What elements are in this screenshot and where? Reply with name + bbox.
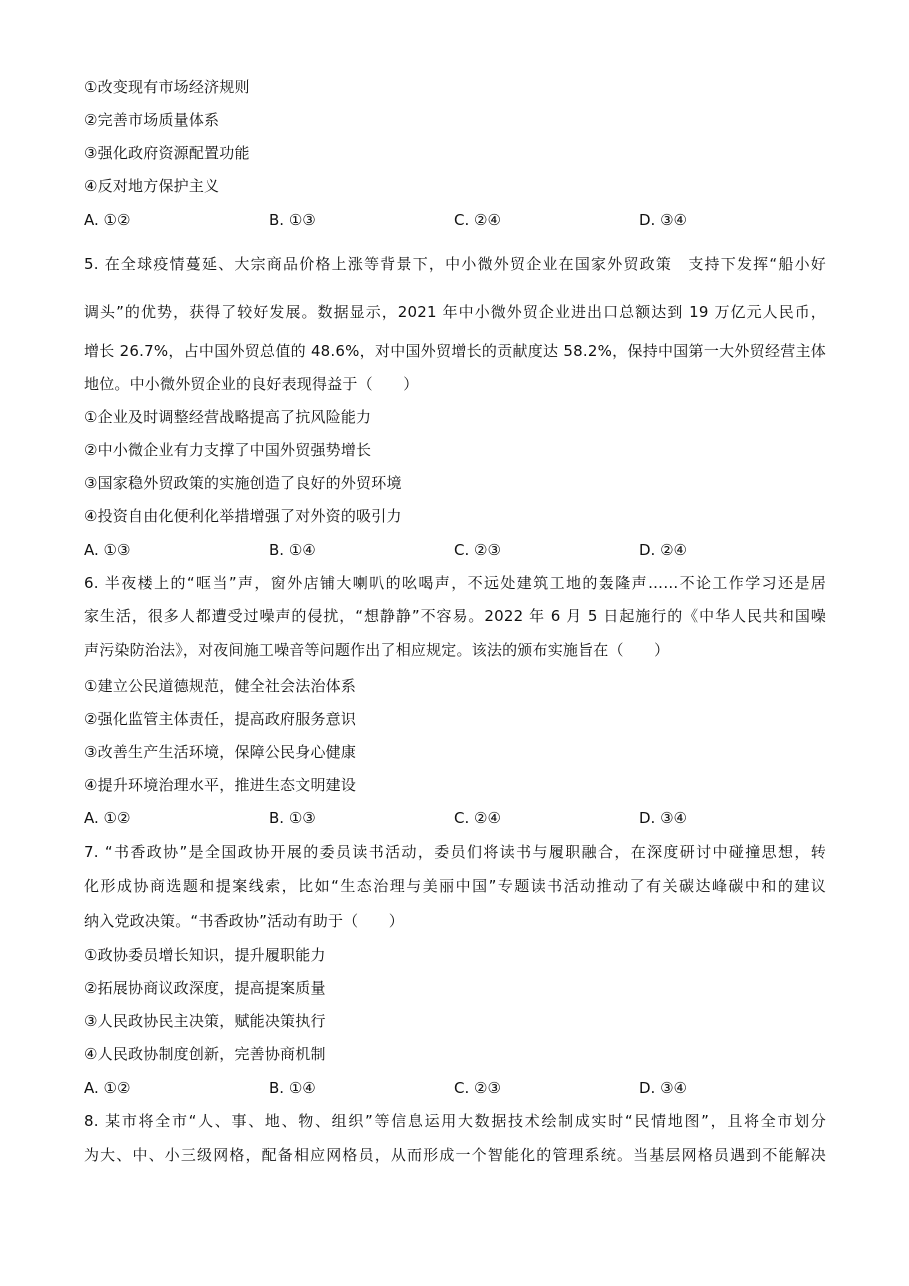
q7-stem-line-2: 化形成协商选题和提案线索，比如“生态治理与美丽中国”专题读书活动推动了有关碳达峰碳中和的建议 [84, 877, 826, 895]
q7-option-b[interactable]: B. ①④ [269, 1079, 316, 1097]
q7-stem-line-3: 纳入党政决策。“书香政协”活动有助于（ ） [84, 912, 404, 930]
q6-option-c[interactable]: C. ②④ [454, 809, 501, 827]
q5-item-2: ②中小微企业有力支撑了中国外贸强势增长 [84, 441, 372, 459]
q7-item-4: ④人民政协制度创新，完善协商机制 [84, 1045, 326, 1063]
q6-stem-line-1: 6. 半夜楼上的“哐当”声，窗外店铺大喇叭的吆喝声，不远处建筑工地的轰隆声……不论工作学习还是居 [84, 574, 826, 592]
q7-item-1: ①政协委员增长知识，提升履职能力 [84, 946, 326, 964]
q5-stem-line-1: 5. 在全球疫情蔓延、大宗商品价格上涨等背景下，中小微外贸企业在国家外贸政策 支持下发挥“船小好 [84, 255, 826, 273]
q5-stem-line-2: 调头”的优势，获得了较好发展。数据显示，2021 年中小微外贸企业进出口总额达到 19 万亿元人民币， [84, 303, 826, 321]
q5-options [84, 540, 824, 560]
q8-stem-line-2: 为大、中、小三级网格，配备相应网格员，从而形成一个智能化的管理系统。当基层网格员遇到不能解决 [84, 1146, 826, 1164]
q4-options [84, 210, 824, 230]
q6-option-d[interactable]: D. ③④ [639, 809, 687, 827]
q5-stem-line-3: 增长 26.7%，占中国外贸总值的 48.6%，对中国外贸增长的贡献度达 58.2%，保持中国第一大外贸经营主体 [84, 342, 826, 360]
q6-stem-line-3: 声污染防治法》，对夜间施工噪音等问题作出了相应规定。该法的颁布实施旨在（ ） [84, 641, 670, 659]
q4-item-2: ②完善市场质量体系 [84, 111, 220, 129]
q7-option-c[interactable]: C. ②③ [454, 1079, 501, 1097]
q6-stem-line-2: 家生活，很多人都遭受过噪声的侵扰，“想静静”不容易。2022 年 6 月 5 日起施行的《中华人民共和国噪 [84, 607, 826, 625]
q6-item-1: ①建立公民道德规范，健全社会法治体系 [84, 677, 357, 695]
q7-item-3: ③人民政协民主决策，赋能决策执行 [84, 1012, 326, 1030]
q5-stem-line-4: 地位。中小微外贸企业的良好表现得益于（ ） [84, 375, 419, 393]
q7-option-d[interactable]: D. ③④ [639, 1079, 687, 1097]
q5-option-a[interactable]: A. ①③ [84, 541, 131, 559]
q5-item-3: ③国家稳外贸政策的实施创造了良好的外贸环境 [84, 474, 402, 492]
q4-item-1: ①改变现有市场经济规则 [84, 78, 250, 96]
q7-option-a[interactable]: A. ①② [84, 1079, 131, 1097]
q4-option-c[interactable]: C. ②④ [454, 211, 501, 229]
q8-stem-line-1: 8. 某市将全市“人、事、地、物、组织”等信息运用大数据技术绘制成实时“民情地图”，且将全市划分 [84, 1112, 826, 1130]
q4-option-b[interactable]: B. ①③ [269, 211, 316, 229]
q6-option-b[interactable]: B. ①③ [269, 809, 316, 827]
q5-option-b[interactable]: B. ①④ [269, 541, 316, 559]
q6-option-a[interactable]: A. ①② [84, 809, 131, 827]
q4-option-a[interactable]: A. ①② [84, 211, 131, 229]
q4-item-4: ④反对地方保护主义 [84, 177, 220, 195]
q7-stem-line-1: 7. “书香政协”是全国政协开展的委员读书活动，委员们将读书与履职融合，在深度研讨中碰撞思想，转 [84, 843, 826, 861]
q6-item-2: ②强化监管主体责任，提高政府服务意识 [84, 710, 357, 728]
q5-item-1: ①企业及时调整经营战略提高了抗风险能力 [84, 408, 372, 426]
q4-option-d[interactable]: D. ③④ [639, 211, 687, 229]
q7-item-2: ②拓展协商议政深度，提高提案质量 [84, 979, 326, 997]
q6-item-4: ④提升环境治理水平，推进生态文明建设 [84, 776, 357, 794]
q4-item-3: ③强化政府资源配置功能 [84, 144, 250, 162]
q7-options [84, 1078, 824, 1098]
q6-item-3: ③改善生产生活环境，保障公民身心健康 [84, 743, 357, 761]
q5-option-c[interactable]: C. ②③ [454, 541, 501, 559]
q5-option-d[interactable]: D. ②④ [639, 541, 687, 559]
q6-options [84, 808, 824, 828]
q5-item-4: ④投资自由化便利化举措增强了对外资的吸引力 [84, 507, 402, 525]
